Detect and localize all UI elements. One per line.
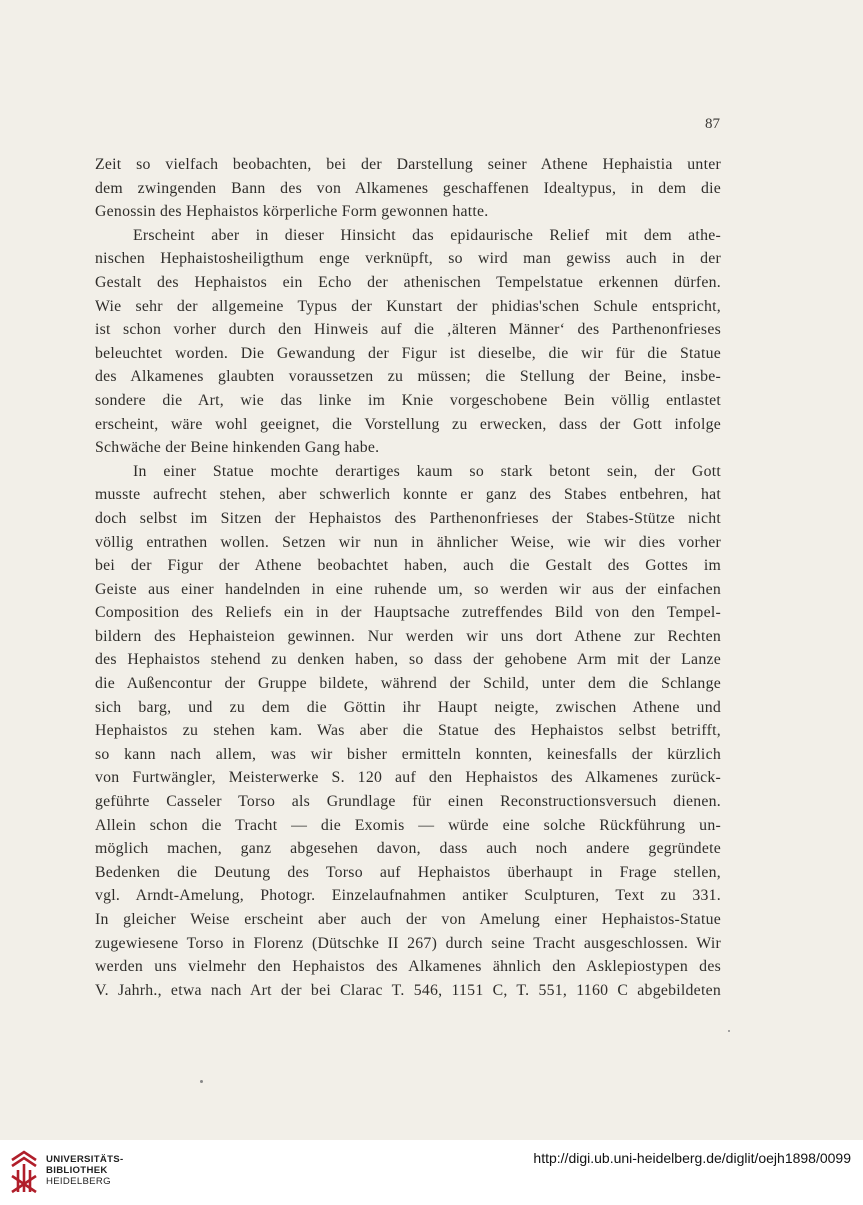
text-line: Bedenken die Deutung des Torso auf Hephaistos überhaupt in Frage stellen, — [95, 863, 721, 881]
library-footer — [0, 1140, 863, 1205]
university-library-logo-icon — [8, 1150, 40, 1194]
text-line: ist schon vorher durch den Hinweis auf die ‚älteren Männer‘ des Parthenonfrieses — [95, 321, 721, 339]
text-line: beleuchtet worden. Die Gewandung der Figur ist dieselbe, die wir für die Statue — [95, 344, 721, 362]
text-line: werden uns vielmehr den Hephaistos des Alkamenes ähnlich den Asklepiostypen des — [95, 958, 721, 976]
text-line: völlig entrathen wollen. Setzen wir nun in ähnlicher Weise, wie wir dies vorher — [95, 533, 721, 551]
text-line: erscheint, wäre wohl geeignet, die Vorstellung zu erwecken, dass der Gott infolge — [95, 415, 721, 433]
text-line: sich barg, und zu dem die Göttin ihr Haupt neigte, zwischen Athene und — [95, 698, 721, 716]
text-line: bildern des Hephaisteion gewinnen. Nur werden wir uns dort Athene zur Rechten — [95, 627, 721, 645]
text-line: des Hephaistos stehend zu denken haben, so dass der gehobene Arm mit der Lanze — [95, 651, 721, 669]
body-text — [95, 153, 721, 1002]
text-line: geführte Casseler Torso als Grundlage für einen Reconstructionsversuch dienen. — [95, 793, 721, 811]
text-line: so kann nach allem, was wir bisher ermitteln konnten, keinesfalls der kürzlich — [95, 745, 721, 763]
text-line: doch selbst im Sitzen der Hephaistos des Parthenonfrieses der Stabes-Stütze nicht — [95, 509, 721, 527]
page-number: 87 — [705, 116, 720, 132]
text-line: V. Jahrh., etwa nach Art der bei Clarac T. 546, 1151 C, T. 551, 1160 C abgebildeten — [95, 981, 721, 999]
library-name-line: UNIVERSITÄTS- — [46, 1154, 124, 1165]
text-line: Gestalt des Hephaistos ein Echo der athenischen Tempelstatue erkennen dürfen. — [95, 273, 721, 291]
text-line: sondere die Art, wie das linke im Knie vorgeschobene Bein völlig entlastet — [95, 391, 721, 409]
text-line: nischen Hephaistosheiligthum enge verknüpft, so wird man gewiss auch in der — [95, 250, 721, 268]
text-line: die Außencontur der Gruppe bildete, während der Schild, unter dem die Schlange — [95, 675, 721, 693]
text-line: des Alkamenes glaubten voraussetzen zu müssen; die Stellung der Beine, insbe- — [95, 368, 721, 386]
text-line: zugewiesene Torso in Florenz (Dütschke II 267) durch seine Tracht ausgeschlossen. Wir — [95, 934, 721, 952]
text-line: Genossin des Hephaistos körperliche Form gewonnen hatte. — [95, 203, 489, 221]
text-line: von Furtwängler, Meisterwerke S. 120 auf den Hephaistos des Alkamenes zurück- — [95, 769, 721, 787]
scan-speck — [200, 1080, 203, 1083]
text-line: Schwäche der Beine hinkenden Gang habe. — [95, 439, 380, 457]
text-line: Geiste aus einer handelnden in eine ruhende um, so werden wir aus der einfachen — [95, 580, 721, 598]
text-line: vgl. Arndt-Amelung, Photogr. Einzelaufnahmen antiker Sculpturen, Text zu 331. — [95, 887, 721, 905]
scan-speck — [728, 1030, 730, 1032]
text-line: In einer Statue mochte derartiges kaum so stark betont sein, der Gott — [133, 462, 721, 480]
text-line: Hephaistos zu stehen kam. Was aber die Statue des Hephaistos selbst betrifft, — [95, 722, 721, 740]
permalink-url[interactable]: http://digi.ub.uni-heidelberg.de/diglit/oejh1898/0099 — [533, 1150, 851, 1166]
library-name-line: BIBLIOTHEK — [46, 1165, 108, 1176]
text-line: bei der Figur der Athene beobachtet haben, auch die Gestalt des Gottes im — [95, 557, 721, 575]
text-line: möglich machen, ganz abgesehen davon, dass auch noch andere gegründete — [95, 840, 721, 858]
text-line: Allein schon die Tracht — die Exomis — würde eine solche Rückführung un- — [95, 816, 721, 834]
library-name — [46, 1154, 123, 1187]
text-line: dem zwingenden Bann des von Alkamenes geschaffenen Idealtypus, in dem die — [95, 179, 721, 197]
text-line: musste aufrecht stehen, aber schwerlich konnte er ganz des Stabes entbehren, hat — [95, 486, 721, 504]
library-name-line: HEIDELBERG — [46, 1176, 111, 1187]
text-line: Composition des Reliefs ein in der Hauptsache zutreffendes Bild von den Tempel- — [95, 604, 721, 622]
text-line: Erscheint aber in dieser Hinsicht das epidaurische Relief mit dem athe- — [133, 226, 721, 244]
text-line: In gleicher Weise erscheint aber auch der von Amelung einer Hephaistos-Statue — [95, 911, 721, 928]
text-line: Wie sehr der allgemeine Typus der Kunstart der phidias'schen Schule entspricht, — [95, 297, 721, 315]
text-line: Zeit so vielfach beobachten, bei der Darstellung seiner Athene Hephaistia unter — [95, 156, 721, 173]
